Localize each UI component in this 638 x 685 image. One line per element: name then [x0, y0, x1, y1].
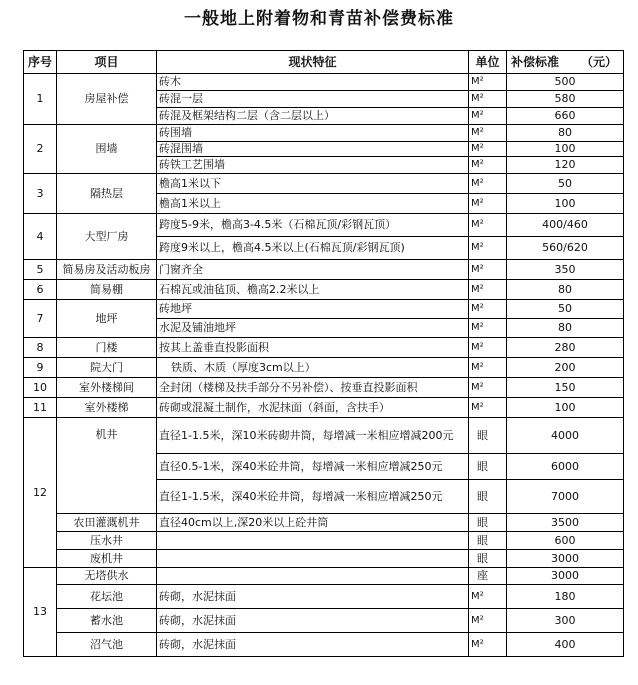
table-row: [24, 550, 624, 568]
row-unit: M²: [469, 108, 507, 125]
table-row: [24, 125, 624, 142]
row-feature: 铁质、木质（厚度3cm以上）: [157, 358, 469, 378]
row-price: 3500: [507, 514, 624, 532]
row-seq: 9: [24, 358, 57, 378]
row-item: 农田灌溉机井: [57, 514, 157, 532]
row-feature: 直径40cm以上,深20米以上砼井筒: [157, 514, 469, 532]
row-seq: 1: [24, 74, 57, 125]
row-unit: M²: [469, 194, 507, 214]
row-item: 门楼: [57, 338, 157, 358]
row-feature: [157, 550, 469, 568]
row-unit: 眼: [469, 480, 507, 514]
header-price: [507, 51, 624, 74]
table-row: [24, 568, 624, 585]
row-feature: 砖混围墙: [157, 142, 469, 157]
row-seq: 2: [24, 125, 57, 174]
row-feature: 檐高1米以下: [157, 174, 469, 194]
row-unit: M²: [469, 237, 507, 260]
header-item: 项目: [57, 51, 157, 74]
row-feature: 砖混及框架结构二层（含二层以上）: [157, 108, 469, 125]
row-price: 280: [507, 338, 624, 358]
row-price: 80: [507, 280, 624, 300]
row-item: 沼气池: [57, 633, 157, 657]
row-price: 150: [507, 378, 624, 398]
row-item: 围墙: [57, 125, 157, 174]
row-seq: 7: [24, 300, 57, 338]
row-feature: 砖混一层: [157, 91, 469, 108]
row-feature: 砖围墙: [157, 125, 469, 142]
row-price: 100: [507, 194, 624, 214]
table-row: [24, 174, 624, 194]
row-item: 院大门: [57, 358, 157, 378]
header-row: [24, 51, 624, 74]
row-price: 400: [507, 633, 624, 657]
row-item: 压水井: [57, 532, 157, 550]
row-unit: M²: [469, 633, 507, 657]
table-row: [24, 260, 624, 280]
row-unit: 眼: [469, 550, 507, 568]
row-seq: 10: [24, 378, 57, 398]
row-price: 560/620: [507, 237, 624, 260]
header-price-label: 补偿标准: [511, 55, 560, 69]
row-price: 120: [507, 157, 624, 174]
row-price: 80: [507, 125, 624, 142]
row-item: 废机井: [57, 550, 157, 568]
row-item: 花坛池: [57, 585, 157, 609]
table-row: [24, 338, 624, 358]
row-unit: 眼: [469, 514, 507, 532]
row-item: 房屋补偿: [57, 74, 157, 125]
row-unit: M²: [469, 358, 507, 378]
page-title: 一般地上附着物和青苗补偿费标准: [184, 9, 454, 29]
row-feature: 砖砌或混凝土制作，水泥抹面（斜面，含扶手）: [157, 398, 469, 418]
row-item: 无塔供水: [57, 568, 157, 585]
table-row: [24, 532, 624, 550]
row-seq: 3: [24, 174, 57, 214]
row-feature: [157, 568, 469, 585]
row-unit: M²: [469, 338, 507, 358]
row-price: 7000: [507, 480, 624, 514]
row-feature: 跨度9米以上，檐高4.5米以上(石棉瓦顶/彩钢瓦顶): [157, 237, 469, 260]
row-price: 3000: [507, 568, 624, 585]
row-item: 室外楼梯间: [57, 378, 157, 398]
table-row: [24, 514, 624, 532]
row-unit: M²: [469, 319, 507, 338]
row-feature: 砖砌，水泥抹面: [157, 633, 469, 657]
row-unit: 座: [469, 568, 507, 585]
row-item: 简易棚: [57, 280, 157, 300]
row-price: 50: [507, 300, 624, 319]
row-feature: 砖地坪: [157, 300, 469, 319]
row-feature: 石棉瓦或油毡顶、檐高2.2米以上: [157, 280, 469, 300]
row-unit: M²: [469, 609, 507, 633]
row-unit: M²: [469, 214, 507, 237]
table-row: [24, 585, 624, 609]
row-seq: 4: [24, 214, 57, 260]
header-feature: 现状特征: [157, 51, 469, 74]
row-item: 大型厂房: [57, 214, 157, 260]
row-feature: 砖木: [157, 74, 469, 91]
row-seq: 12: [24, 418, 57, 568]
table-row: [24, 214, 624, 237]
table-row: [24, 398, 624, 418]
row-feature: 砖砌，水泥抹面: [157, 609, 469, 633]
compensation-table: [23, 50, 624, 657]
row-seq: 5: [24, 260, 57, 280]
row-unit: M²: [469, 142, 507, 157]
row-feature: [157, 532, 469, 550]
row-price: 100: [507, 142, 624, 157]
row-unit: 眼: [469, 532, 507, 550]
row-unit: M²: [469, 280, 507, 300]
row-unit: M²: [469, 300, 507, 319]
table-row: [24, 633, 624, 657]
row-price: 600: [507, 532, 624, 550]
header-price-currency: （元）: [580, 55, 617, 69]
row-feature: 砖铁工艺围墙: [157, 157, 469, 174]
row-item: 地坪: [57, 300, 157, 338]
row-unit: M²: [469, 157, 507, 174]
row-feature: 直径1-1.5米，深10米砖砌井筒，每增减一米相应增减200元: [157, 418, 469, 454]
row-price: 50: [507, 174, 624, 194]
row-unit: M²: [469, 585, 507, 609]
row-unit: M²: [469, 91, 507, 108]
row-feature: 直径0.5-1米，深40米砼井筒，每增减一米相应增减250元: [157, 454, 469, 480]
table-row: [24, 418, 624, 454]
row-feature: 按其上盖垂直投影面积: [157, 338, 469, 358]
row-item: 机井: [57, 418, 157, 514]
row-feature: 水泥及铺油地坪: [157, 319, 469, 338]
row-feature: 跨度5-9米，檐高3-4.5米（石棉瓦顶/彩钢瓦顶）: [157, 214, 469, 237]
row-unit: M²: [469, 125, 507, 142]
row-price: 580: [507, 91, 624, 108]
row-feature: 直径1-1.5米，深40米砼井筒，每增减一米相应增减250元: [157, 480, 469, 514]
header-unit: 单位: [469, 51, 507, 74]
row-item: 蓄水池: [57, 609, 157, 633]
row-seq: 8: [24, 338, 57, 358]
row-unit: M²: [469, 260, 507, 280]
table-row: [24, 358, 624, 378]
row-price: 200: [507, 358, 624, 378]
row-seq: 13: [24, 568, 57, 657]
row-feature: 门窗齐全: [157, 260, 469, 280]
row-price: 4000: [507, 418, 624, 454]
row-feature: 全封闭（楼梯及扶手部分不另补偿）、按垂直投影面积: [157, 378, 469, 398]
table-row: [24, 300, 624, 319]
row-seq: 11: [24, 398, 57, 418]
row-item: 简易房及活动板房: [57, 260, 157, 280]
row-item: 室外楼梯: [57, 398, 157, 418]
row-price: 500: [507, 74, 624, 91]
table-row: [24, 609, 624, 633]
row-unit: M²: [469, 74, 507, 91]
row-price: 80: [507, 319, 624, 338]
row-price: 180: [507, 585, 624, 609]
row-unit: M²: [469, 174, 507, 194]
row-unit: 眼: [469, 418, 507, 454]
table-row: [24, 280, 624, 300]
row-feature: 檐高1米以上: [157, 194, 469, 214]
row-unit: M²: [469, 378, 507, 398]
row-price: 3000: [507, 550, 624, 568]
row-price: 100: [507, 398, 624, 418]
row-seq: 6: [24, 280, 57, 300]
row-price: 300: [507, 609, 624, 633]
row-price: 400/460: [507, 214, 624, 237]
row-price: 350: [507, 260, 624, 280]
row-price: 6000: [507, 454, 624, 480]
table-row: [24, 378, 624, 398]
table-row: [24, 74, 624, 91]
row-feature: 砖砌，水泥抹面: [157, 585, 469, 609]
row-unit: M²: [469, 398, 507, 418]
row-price: 660: [507, 108, 624, 125]
row-unit: 眼: [469, 454, 507, 480]
row-item: 隔热层: [57, 174, 157, 214]
header-seq: 序号: [24, 51, 57, 74]
